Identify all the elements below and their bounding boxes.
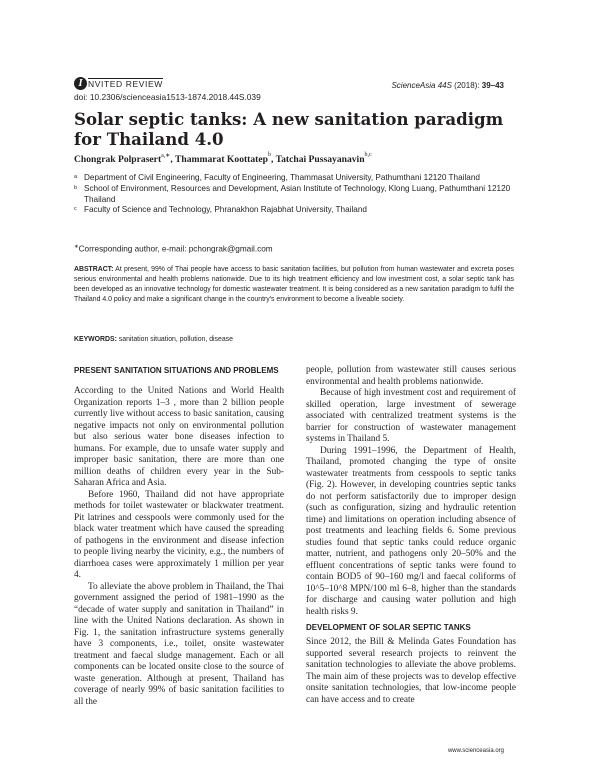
body-paragraph: Since 2012, the Bill & Melinda Gates Foundation has supported several research projects to reinvent the sanitation technologies to alleviate the above problems. The main aim of these projects was to develop effective onsite sanitation technologies, that low-income people can have access and to create	[306, 637, 516, 705]
author-name: Tatchai Pussayanavin	[275, 154, 365, 165]
left-column	[74, 365, 284, 708]
abstract-label: ABSTRACT:	[74, 266, 114, 273]
keywords-label: KEYWORDS:	[74, 336, 117, 343]
affiliation-item	[74, 205, 514, 216]
author-list: Chongrak Polprasert$^{a,∗}$, Thammarat Koottatep$^b$, Tatchai Pussayanavin$^{b,c}$	[74, 152, 372, 165]
author-name: Thammarat Koottatep	[174, 154, 268, 165]
invited-review-icon: I	[74, 77, 87, 90]
section-heading: PRESENT SANITATION SITUATIONS AND PROBLEMS	[74, 366, 279, 375]
article-title: Solar septic tanks: A new sanitation paradigm for Thailand 4.0	[74, 109, 504, 149]
invited-review-badge	[74, 76, 163, 90]
affiliation-mark: a	[74, 174, 78, 180]
affiliation-text: Faculty of Science and Technology, Phranakhon Rajabhat University, Thailand	[84, 205, 367, 215]
affiliation-list	[74, 173, 514, 216]
author-affil-mark: a,∗	[161, 153, 171, 159]
affiliation-mark: b	[74, 184, 78, 191]
author-affil-mark: b,c	[364, 152, 372, 158]
abstract-text: At present, 99% of Thai people have access to basic sanitation facilities, but pollution from human wastewater and excreta poses serious environmental and health problems nationwide. Due to its high treatment efficiency and low investment cost, a solar septic tank has been developed as an innovative technology for domestic wastewater treatment. It is being considered as a new sanitation paradigm to fulfil the Thailand 4.0 policy and make a significant change in the country's environment to become a liveable society.	[74, 266, 514, 304]
right-column	[306, 365, 516, 706]
body-paragraph: According to the United Nations and World Health Organization reports 1–3 , more than 2 billion people currently live without access to basic sanitation, causing negative impacts not only on environmental pollution but also serious water bone diseases infection to humans. For example, due to unsafe water supply and improper basic sanitation, there are more than one million deaths of children every year in the Sub-Saharan Africa and Asia.	[74, 386, 284, 488]
affiliation-item	[74, 173, 514, 184]
author-name: Chongrak Polprasert	[74, 154, 162, 165]
journal-name: ScienceAsia 44S	[391, 81, 452, 90]
affiliation-mark: c	[74, 206, 77, 213]
body-paragraph: people, pollution from wastewater still causes serious environmental and health problems nationwide.	[306, 365, 516, 387]
affiliation-item	[74, 184, 514, 206]
badge-label: NVITED REVIEW	[88, 78, 163, 89]
journal-citation	[391, 81, 504, 90]
body-paragraph: Because of high investment cost and requirement of skilled operation, large investment of sewerage associated with centralized treatment systems is the barrier for construction of wastewater management systems in Thailand 5.	[306, 388, 516, 444]
body-paragraph: Before 1960, Thailand did not have appropriate methods for toilet wastewater or blackwater treatment. Pit latrines and cesspools were commonly used for the black water treatment which have caused the spreading of pathogens in the environment and disease infection to people living nearby the vicinity, e.g., the numbers of diarrhoea cases were approximately 1 million per year 4.	[74, 489, 284, 580]
author-affil-mark: b	[267, 152, 271, 158]
journal-pages: 39–43	[481, 81, 504, 90]
affiliation-text: Department of Civil Engineering, Faculty of Engineering, Thammasat University, Pathumthani 12120 Thailand	[84, 173, 480, 182]
affiliation-text: School of Environment, Resources and Development, Asian Institute of Technology, Klong Luang, Pathumthani 12120 Thailand	[84, 183, 511, 204]
footer-url[interactable]: www.scienceasia.org	[447, 748, 504, 754]
journal-year: (2018):	[451, 81, 482, 90]
corresponding-author	[74, 244, 273, 254]
abstract	[74, 265, 514, 305]
body-paragraph: During 1991–1996, the Department of Health, Thailand, promoted changing the type of onsite wastewater treatments from cesspools to septic tanks (Fig. 2). However, in developing countries septic tanks do not perform satisfactorily due to improper design (such as configuration, sizing and hydraulic retention time) and limitations on operation including absence of post treatments and leaching fields 6. Some previous studies found that septic tanks could reduce organic matter, nutrient, and pathogens only 20–50% and the effluent concentrations of septic tanks were found to contain BOD5 of 90–160 mg/l and faecal coliforms of 10^5–10^8 MPN/100 ml 6–8, higher than the standards for discharge and causing water pollution and high health risks 9.	[306, 445, 516, 617]
keywords	[74, 336, 233, 343]
section-heading: DEVELOPMENT OF SOLAR SEPTIC TANKS	[306, 623, 471, 632]
keywords-text: sanitation situation, pollution, disease	[116, 336, 233, 343]
asterisk-mark: ∗	[74, 244, 79, 250]
corresponding-text: Corresponding author, e-mail: pchongrak@gmail.com	[78, 244, 273, 254]
body-paragraph: To alleviate the above problem in Thailand, the Thai government assigned the period of 1981–1990 as the “decade of water supply and sanitation in Thailand” in line with the United Nations declaration. As shown in Fig. 1, the sanitation infrastructure systems generally have 3 components, i.e., toilet, onsite wastewater treatment and faecal sludge management. Each or all components can be located onsite close to the source of waste generation. Although at present, Thailand has coverage of nearly 99% of basic sanitation facilities to all the	[74, 581, 284, 707]
doi-text: doi: 10.2306/scienceasia1513-1874.2018.44S.039	[74, 92, 261, 102]
